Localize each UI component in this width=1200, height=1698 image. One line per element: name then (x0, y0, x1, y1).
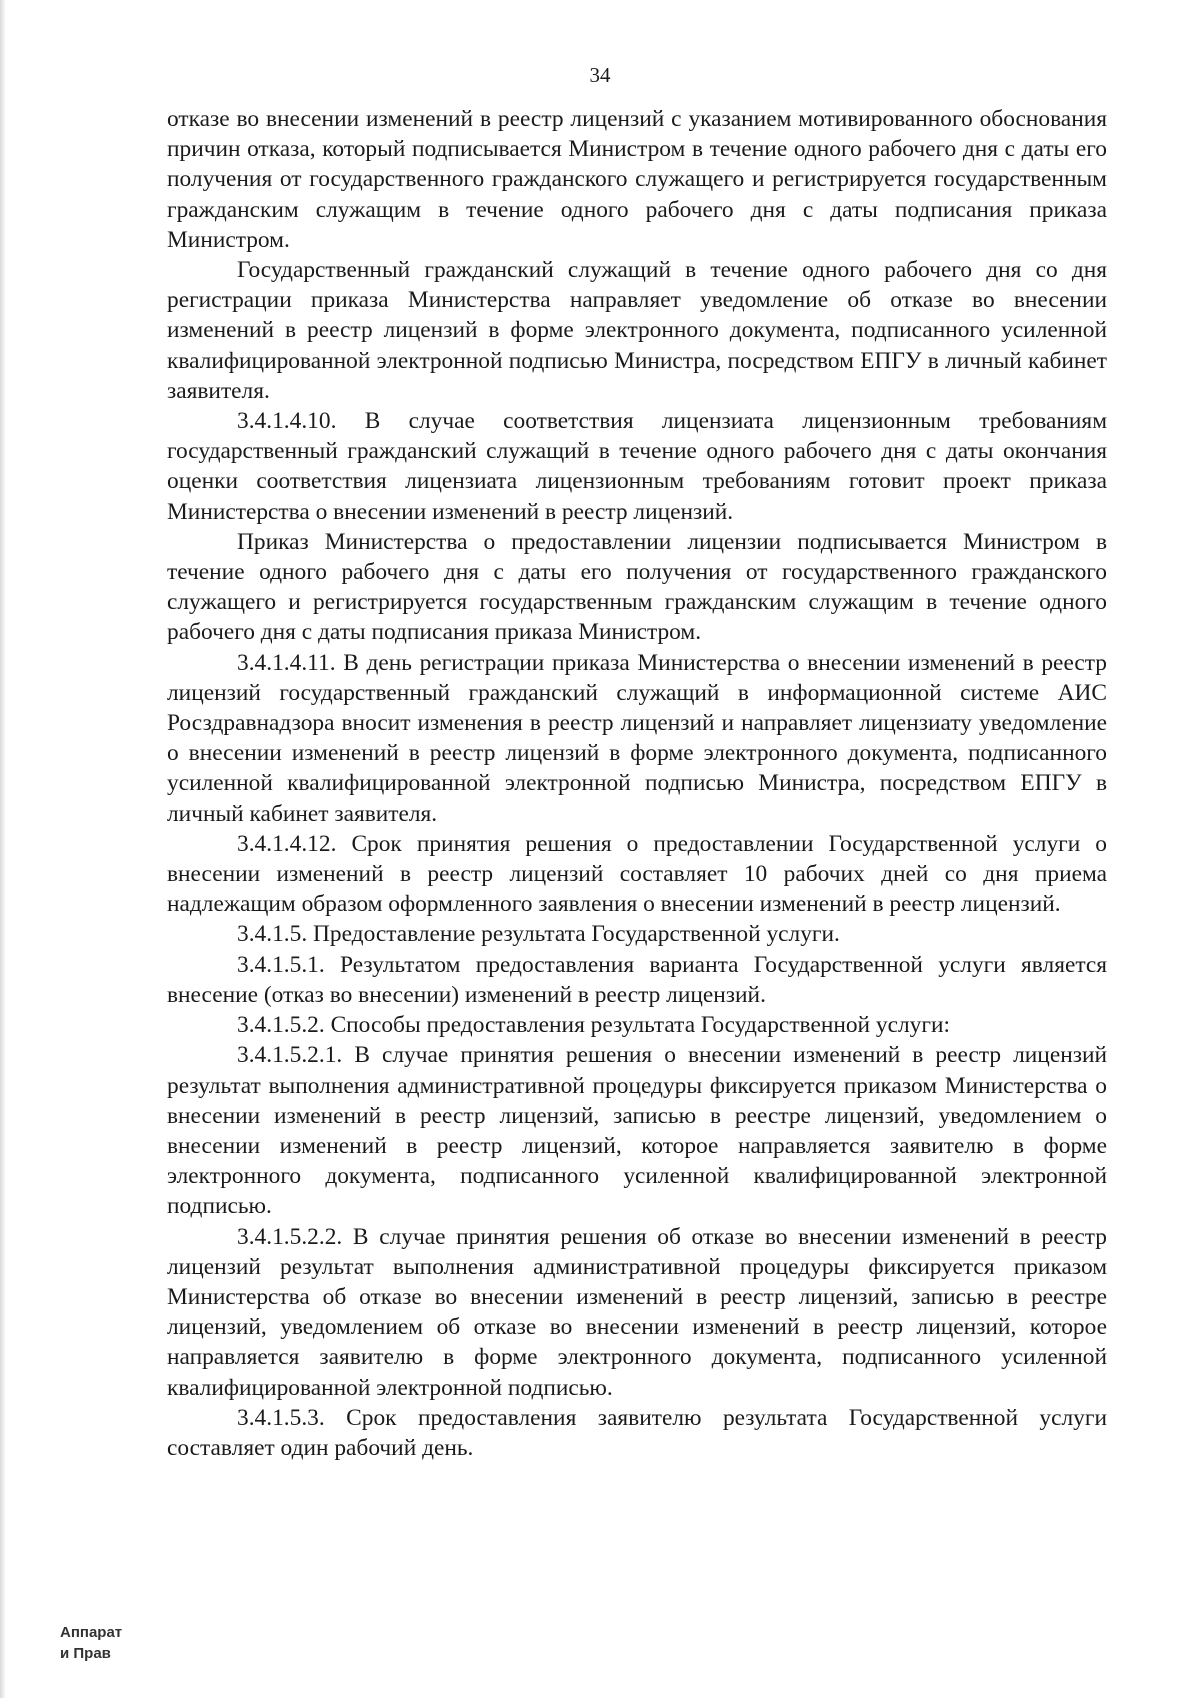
paragraph: Государственный гражданский служащий в течение одного рабочего дня со дня регистрации приказа Министерства направляет уведомление об отказе во внесении изменений в реестр лицензий в форме электронного документа, подписанного усиленной квалифицированной электронной подписью Министра, посредством ЕПГУ в личный кабинет заявителя. (167, 257, 1107, 404)
paragraph: 3.4.1.4.11. В день регистрации приказа Министерства о внесении изменений в реестр лицензий государственный гражданский служащий в информационной системе АИС Росздравнадзора вносит изменения в реестр лицензий и направляет лицензиату уведомление о внесении изменений в реестр лицензий в форме электронного документа, подписанного усиленной квалифицированной электронной подписью Министра, посредством ЕПГУ в личный кабинет заявителя. (167, 649, 1107, 827)
paragraph: 3.4.1.5.2. Способы предоставления результата Государственной услуги: (237, 1012, 950, 1039)
paragraph: 3.4.1.5.3. Срок предоставления заявителю результата Государственной услуги составляет один рабочий день. (167, 1404, 1107, 1461)
scan-edge-shadow (0, 0, 6, 1698)
paragraph: 3.4.1.5.1. Результатом предоставления варианта Государственной услуги является внесение (отказ во внесении) изменений в реестр лицензий. (167, 951, 1107, 1008)
paragraph: 3.4.1.5.2.1. В случае принятия решения о внесении изменений в реестр лицензий результат выполнения административной процедуры фиксируется приказом Министерства о внесении изменений в реестр лицензий, записью в реестре лицензий, уведомлением о внесении изменений в реестр лицензий, которое направляется заявителю в форме электронного документа, подписанного усиленной квалифицированной электронной подписью. (167, 1042, 1107, 1220)
stamp-text: Аппарат (60, 1624, 123, 1641)
paragraph: 3.4.1.5. Предоставление результата Государственной услуги. (237, 921, 840, 948)
paragraph: Приказ Министерства о предоставлении лицензии подписывается Министром в течение одного рабочего дня с даты его получения от государственного гражданского служащего и регистрируется государственным гражданским служащим в течение одного рабочего дня с даты подписания приказа Министром. (167, 528, 1107, 646)
stamp-line (60, 1643, 122, 1664)
page-number: 34 (589, 63, 611, 87)
paragraph: отказе во внесении изменений в реестр лицензий с указанием мотивированного обоснования причин отказа, который подписывается Министром в течение одного рабочего дня с даты его получения от государственного гражданского служащего и регистрируется государственным гражданским служащим в течение одного рабочего дня с даты подписания приказа Министром. (167, 106, 1107, 253)
office-stamp (60, 1622, 122, 1664)
paragraph: 3.4.1.4.12. Срок принятия решения о предоставлении Государственной услуги о внесении изменений в реестр лицензий составляет 10 рабочих дней со дня приема надлежащим образом оформленного заявления о внесении изменений в реестр лицензий. (167, 830, 1107, 918)
paragraph: 3.4.1.4.10. В случае соответствия лицензиата лицензионным требованиям государственный гражданский служащий в течение одного рабочего дня с даты окончания оценки соответствия лицензиата лицензионным требованиям готовит проект приказа Министерства о внесении изменений в реестр лицензий. (167, 408, 1107, 525)
paragraph: 3.4.1.5.2.2. В случае принятия решения об отказе во внесении изменений в реестр лицензий результат выполнения административной процедуры фиксируется приказом Министерства об отказе во внесении изменений в реестр лицензий, записью в реестре лицензий, уведомлением об отказе во внесении изменений в реестр лицензий, которое направляется заявителю в форме электронного документа, подписанного усиленной квалифицированной электронной подписью. (167, 1223, 1107, 1401)
document-body (167, 104, 1107, 1463)
stamp-line (60, 1622, 122, 1643)
stamp-text: и Прав (60, 1645, 111, 1662)
